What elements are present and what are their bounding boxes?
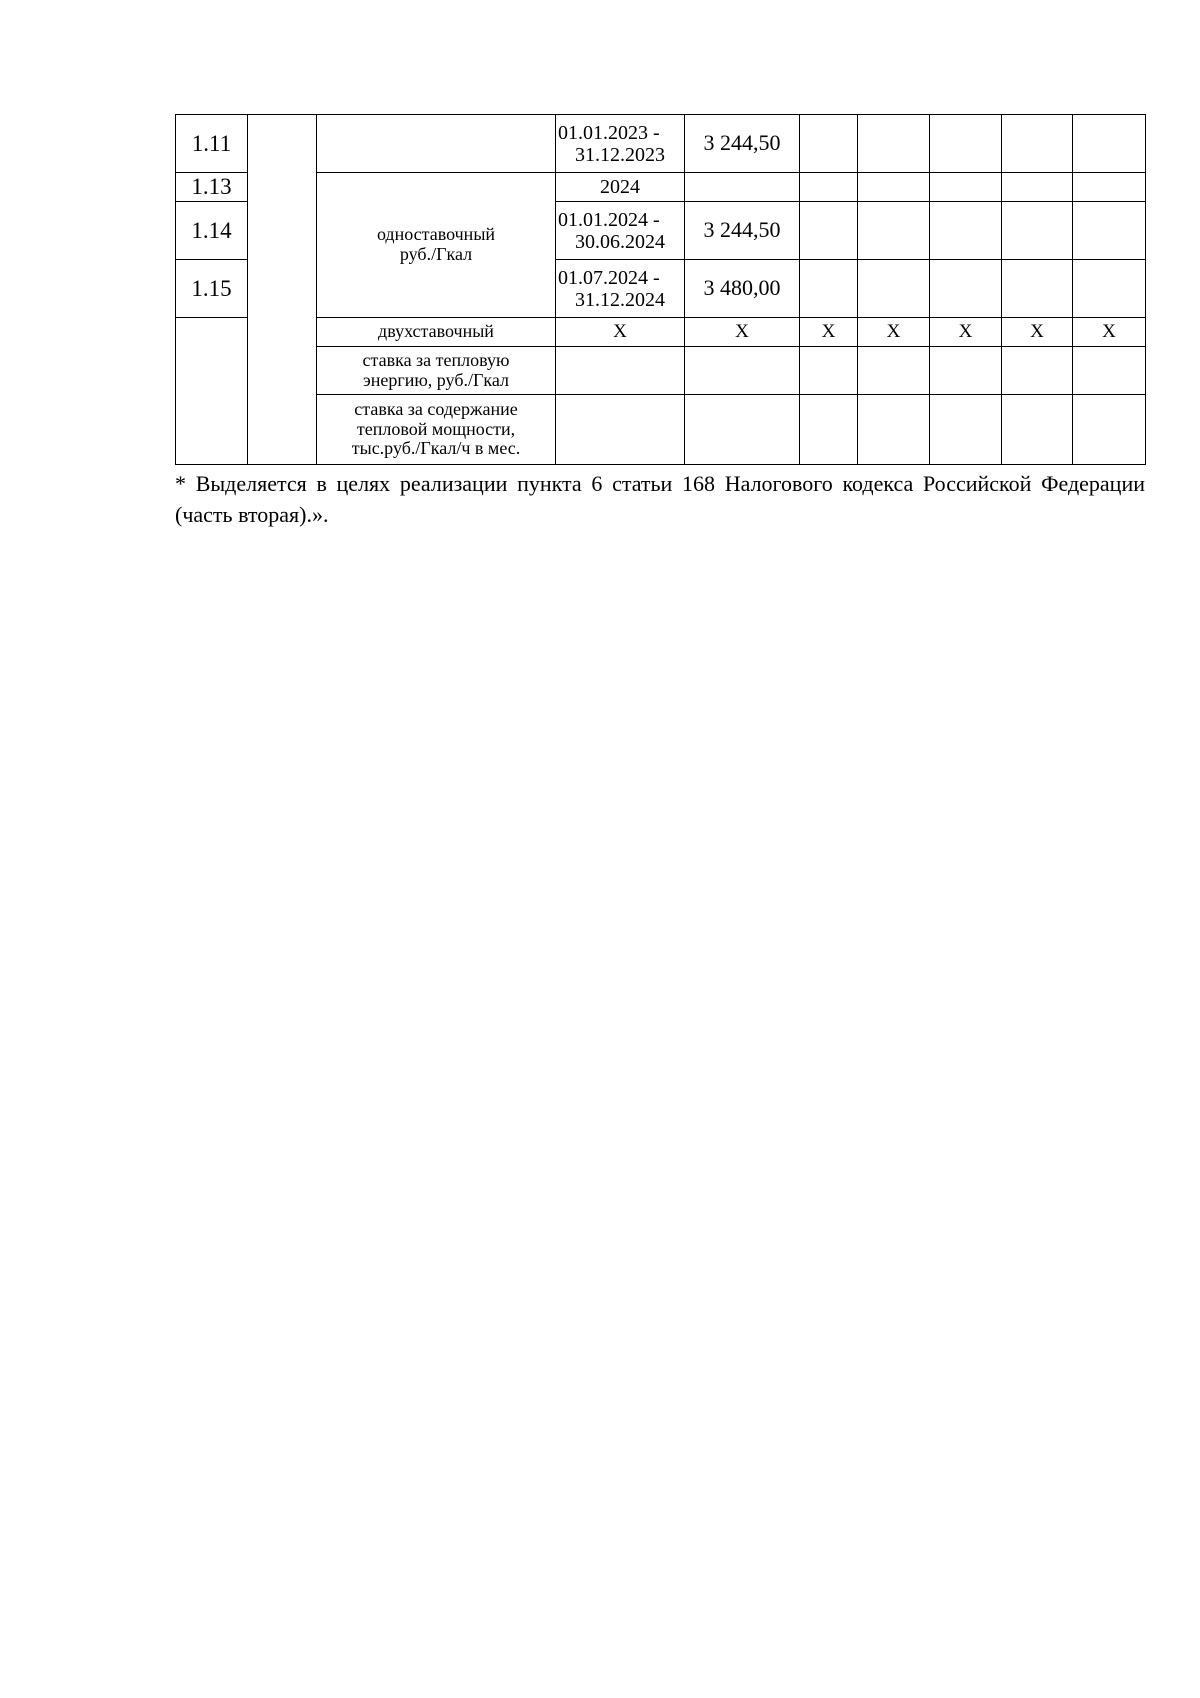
empty-cell [1002,395,1073,465]
table-row [176,318,1146,347]
empty-cell [858,347,930,395]
single-rate-line: одноставочный [376,224,496,245]
period-cell [556,260,685,318]
empty-cell [800,395,858,465]
empty-cell [317,115,556,173]
table-row [176,173,1146,202]
table-row [176,395,1146,465]
x-mark: X [1073,318,1146,347]
period-start: 01.01.2024 - [558,208,660,231]
empty-cell [1073,395,1146,465]
capacity-rate-label [317,395,556,465]
year-cell: 2024 [556,173,685,202]
period-cell [556,202,685,260]
x-mark: X [1002,318,1073,347]
empty-cell [1073,347,1146,395]
price-cell: 3 244,50 [685,115,800,173]
empty-cell [930,395,1002,465]
x-mark: X [858,318,930,347]
row-number: 1.14 [176,202,248,260]
empty-cell [800,202,858,260]
empty-cell [858,173,930,202]
empty-cell [1073,260,1146,318]
empty-cell [1073,173,1146,202]
empty-cell [858,395,930,465]
empty-cell [1073,202,1146,260]
empty-merged-cell [176,318,248,465]
period-end: 31.12.2023 [575,143,665,166]
period-start: 01.01.2023 - [558,121,660,144]
empty-cell [858,260,930,318]
empty-cell [930,115,1002,173]
empty-cell [685,347,800,395]
empty-cell [1002,202,1073,260]
empty-cell [1002,173,1073,202]
empty-cell [1002,260,1073,318]
tariff-table [175,114,1146,465]
empty-cell [685,173,800,202]
energy-rate-line: ставка за тепловую [362,349,510,370]
empty-cell [800,347,858,395]
energy-rate-label [317,347,556,395]
single-rate-label [317,173,556,318]
empty-cell [800,260,858,318]
row-number: 1.11 [176,115,248,173]
period-start: 01.07.2024 - [558,266,660,289]
table-row [176,115,1146,173]
x-mark: X [800,318,858,347]
price-cell: 3 480,00 [685,260,800,318]
x-mark: X [556,318,685,347]
x-mark: X [685,318,800,347]
x-mark: X [930,318,1002,347]
empty-merged-cell [248,115,317,465]
period-end: 30.06.2024 [575,230,665,253]
footnote: * Выделяется в целях реализации пункта 6 статьи 168 Налогового кодекса Российской Федерации (часть вторая).». [175,471,1145,527]
empty-cell [1002,347,1073,395]
capacity-rate-line: тыс.руб./Гкал/ч в мес. [351,438,521,459]
two-rate-label: двухставочный [317,318,556,347]
empty-cell [800,115,858,173]
single-rate-unit: руб./Гкал [399,244,473,264]
empty-cell [685,395,800,465]
period-end: 31.12.2024 [575,288,665,311]
empty-cell [930,202,1002,260]
row-number: 1.13 [176,173,248,202]
empty-cell [930,173,1002,202]
empty-cell [858,202,930,260]
row-number: 1.15 [176,260,248,318]
energy-rate-line: энергию, руб./Гкал [362,369,509,390]
price-cell: 3 244,50 [685,202,800,260]
capacity-rate-line: ставка за содержание [354,398,518,419]
empty-cell [556,347,685,395]
empty-cell [930,347,1002,395]
empty-cell [556,395,685,465]
table-row [176,347,1146,395]
empty-cell [800,173,858,202]
empty-cell [930,260,1002,318]
capacity-rate-line: тепловой мощности, [356,418,516,439]
empty-cell [1073,115,1146,173]
period-cell [556,115,685,173]
empty-cell [1002,115,1073,173]
empty-cell [858,115,930,173]
